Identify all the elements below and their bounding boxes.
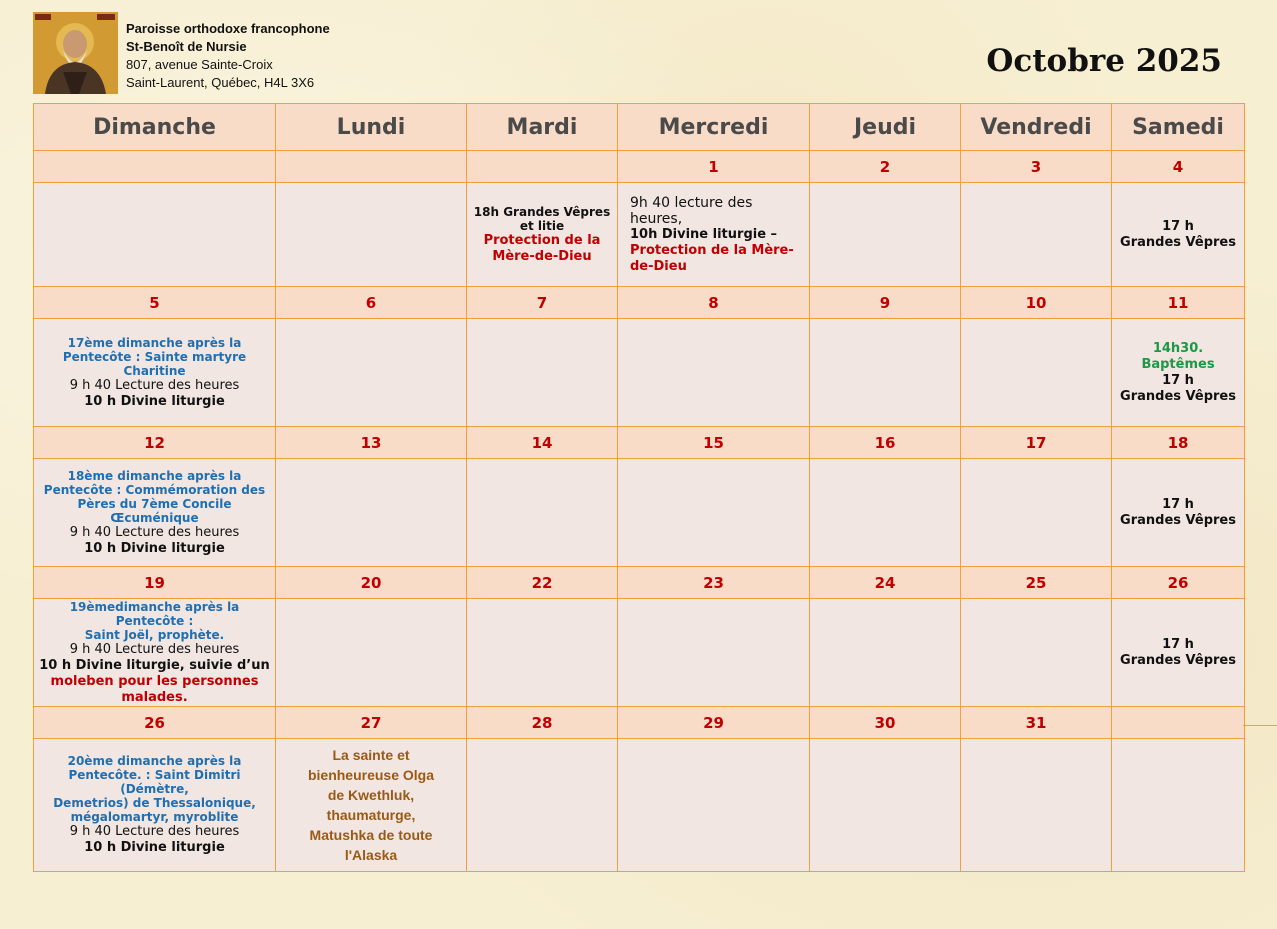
event-vespers: Grandes Vêpres (1120, 234, 1236, 250)
day-number: 5 (34, 287, 276, 319)
day-number: 14 (467, 427, 618, 459)
week2-number-row (34, 287, 1245, 319)
event-cell (1112, 739, 1245, 872)
event-cell (276, 599, 467, 707)
event-vespers: Grandes Vêpres (1120, 652, 1236, 668)
event-vespers: 18h Grandes Vêpres (473, 204, 611, 219)
day-number (34, 151, 276, 183)
event-cell-oct11 (1112, 319, 1245, 427)
event-moleben: malades. (121, 689, 188, 705)
day-number: 2 (810, 151, 961, 183)
event-cell (618, 459, 810, 567)
day-number: 12 (34, 427, 276, 459)
day-number: 7 (467, 287, 618, 319)
week3-number-row (34, 427, 1245, 459)
event-cell (961, 599, 1112, 707)
weekday-wednesday: Mercredi (618, 104, 810, 151)
parish-name: Paroisse orthodoxe francophone (126, 21, 330, 36)
event-sunday-title: Pentecôte : Commémoration des (43, 482, 266, 497)
event-hours: 9h 40 lecture des (630, 194, 753, 211)
event-liturgy: 10 h Divine liturgie, suivie d’un (39, 657, 270, 673)
day-number: 6 (276, 287, 467, 319)
event-cell (618, 739, 810, 872)
event-hours: 9 h 40 Lecture des heures (69, 524, 240, 540)
event-feast: de-Dieu (630, 258, 687, 274)
event-sunday-title: Demetrios) de Thessalonique, (53, 796, 256, 810)
week1-event-row (34, 183, 1245, 287)
event-saint: bienheureuse Olga (307, 767, 435, 783)
day-number: 16 (810, 427, 961, 459)
event-hours: 9 h 40 Lecture des heures (69, 641, 240, 657)
event-hours: 9 h 40 Lecture des heures (69, 377, 240, 393)
event-saint: La sainte et (332, 747, 410, 763)
event-cell (810, 459, 961, 567)
event-feast: Protection de la Mère- (630, 242, 794, 258)
event-cell (961, 459, 1112, 567)
event-sunday-title: Pentecôte : Sainte martyre Charitine (62, 349, 247, 378)
day-number: 19 (34, 567, 276, 599)
city-address: Saint-Laurent, Québec, H4L 3X6 (126, 75, 315, 90)
weekday-sunday: Dimanche (34, 104, 276, 151)
event-sunday-title: Pentecôte. : Saint Dimitri (Démètre, (68, 768, 241, 796)
event-cell-oct4 (1112, 183, 1245, 287)
event-cell-oct27 (276, 739, 467, 872)
event-feast: Mère-de-Dieu (492, 248, 592, 264)
event-cell-oct25 (1112, 599, 1245, 707)
day-number: 20 (276, 567, 467, 599)
event-cell-oct5 (34, 319, 276, 427)
event-liturgy: 10h Divine liturgie – (630, 226, 778, 242)
day-number: 24 (810, 567, 961, 599)
event-liturgy: 10 h Divine liturgie (84, 840, 225, 855)
event-sunday-title: 20ème dimanche après la (67, 754, 242, 768)
event-cell (618, 599, 810, 707)
event-vespers: Grandes Vêpres (1120, 388, 1236, 404)
day-number: 27 (276, 707, 467, 739)
event-cell (961, 319, 1112, 427)
day-number: 26 (1112, 567, 1245, 599)
day-number: 30 (810, 707, 961, 739)
event-time: 17 h (1162, 218, 1194, 234)
event-cell (34, 183, 276, 287)
stray-divider-line (1243, 725, 1277, 726)
event-cell (467, 459, 618, 567)
event-cell (467, 319, 618, 427)
event-cell (961, 739, 1112, 872)
day-number (1112, 707, 1245, 739)
event-cell (276, 183, 467, 287)
event-saint: de Kwethluk, (327, 787, 415, 803)
day-number: 9 (810, 287, 961, 319)
weekday-saturday: Samedi (1112, 104, 1245, 151)
day-number: 26 (34, 707, 276, 739)
event-baptism: Baptêmes (1141, 356, 1215, 372)
event-feast: Protection de la (483, 232, 601, 248)
day-number: 10 (961, 287, 1112, 319)
event-time: 17 h (1162, 636, 1194, 652)
event-baptism-time: 14h30. (1152, 340, 1204, 356)
day-number: 31 (961, 707, 1112, 739)
day-number: 25 (961, 567, 1112, 599)
week4-number-row (34, 567, 1245, 599)
event-cell (467, 599, 618, 707)
event-time: 17 h (1162, 372, 1194, 388)
day-number: 11 (1112, 287, 1245, 319)
event-sunday-title: mégalomartyr, myroblite (70, 810, 239, 824)
day-number: 1 (618, 151, 810, 183)
parish-address (126, 20, 330, 92)
day-number: 8 (618, 287, 810, 319)
month-title: Octobre 2025 (986, 43, 1222, 79)
event-vespers: Grandes Vêpres (1120, 512, 1236, 528)
day-number: 22 (467, 567, 618, 599)
event-time: 17 h (1162, 496, 1194, 512)
event-litie: et litie (519, 218, 565, 233)
event-cell (810, 183, 961, 287)
event-cell (467, 739, 618, 872)
week3-event-row (34, 459, 1245, 567)
event-saint: Matushka de toute (309, 827, 433, 843)
day-number: 28 (467, 707, 618, 739)
event-sunday-title: Pères du 7ème Concile Œcuménique (77, 496, 232, 525)
day-number: 13 (276, 427, 467, 459)
event-saint: l'Alaska (344, 847, 398, 863)
weekday-friday: Vendredi (961, 104, 1112, 151)
event-liturgy: 10 h Divine liturgie (84, 393, 225, 409)
day-number: 23 (618, 567, 810, 599)
day-number: 15 (618, 427, 810, 459)
week5-number-row (34, 707, 1245, 739)
event-cell (810, 599, 961, 707)
event-cell-oct1 (618, 183, 810, 287)
event-cell-oct12 (34, 459, 276, 567)
event-sunday-title: 17ème dimanche après la (67, 335, 242, 350)
weekday-header-row (34, 104, 1245, 151)
day-number: 3 (961, 151, 1112, 183)
weekday-tuesday: Mardi (467, 104, 618, 151)
saint-benedict-icon (33, 12, 118, 94)
event-cell (276, 319, 467, 427)
day-number: 4 (1112, 151, 1245, 183)
event-cell (961, 183, 1112, 287)
event-hours: 9 h 40 Lecture des heures (69, 824, 240, 839)
event-cell (618, 319, 810, 427)
day-number: 29 (618, 707, 810, 739)
day-number: 18 (1112, 427, 1245, 459)
day-number (276, 151, 467, 183)
event-cell-oct19 (34, 599, 276, 707)
day-number (467, 151, 618, 183)
event-cell-oct18 (1112, 459, 1245, 567)
event-liturgy: 10 h Divine liturgie (84, 540, 225, 556)
event-cell-oct26 (34, 739, 276, 872)
saint-benedict-icon-art (33, 12, 118, 94)
event-cell (810, 319, 961, 427)
weekday-monday: Lundi (276, 104, 467, 151)
week2-event-row (34, 319, 1245, 427)
event-hours: heures, (630, 210, 683, 227)
week1-number-row (34, 151, 1245, 183)
parish-saint: St-Benoît de Nursie (126, 39, 247, 54)
week5-event-row (34, 739, 1245, 872)
event-saint: thaumaturge, (326, 807, 416, 823)
event-moleben: moleben pour les personnes (50, 673, 259, 689)
event-sunday-title: 18ème dimanche après la (67, 468, 242, 483)
event-cell (276, 459, 467, 567)
calendar-grid (33, 103, 1245, 872)
event-cell-oct7 (467, 183, 618, 287)
week4-event-row (34, 599, 1245, 707)
event-cell (810, 739, 961, 872)
event-sunday-title: Saint Joël, prophète. (84, 627, 225, 642)
day-number: 17 (961, 427, 1112, 459)
event-sunday-title: 19èmedimanche après la Pentecôte : (69, 599, 240, 628)
weekday-thursday: Jeudi (810, 104, 961, 151)
street-address: 807, avenue Sainte-Croix (126, 57, 273, 72)
